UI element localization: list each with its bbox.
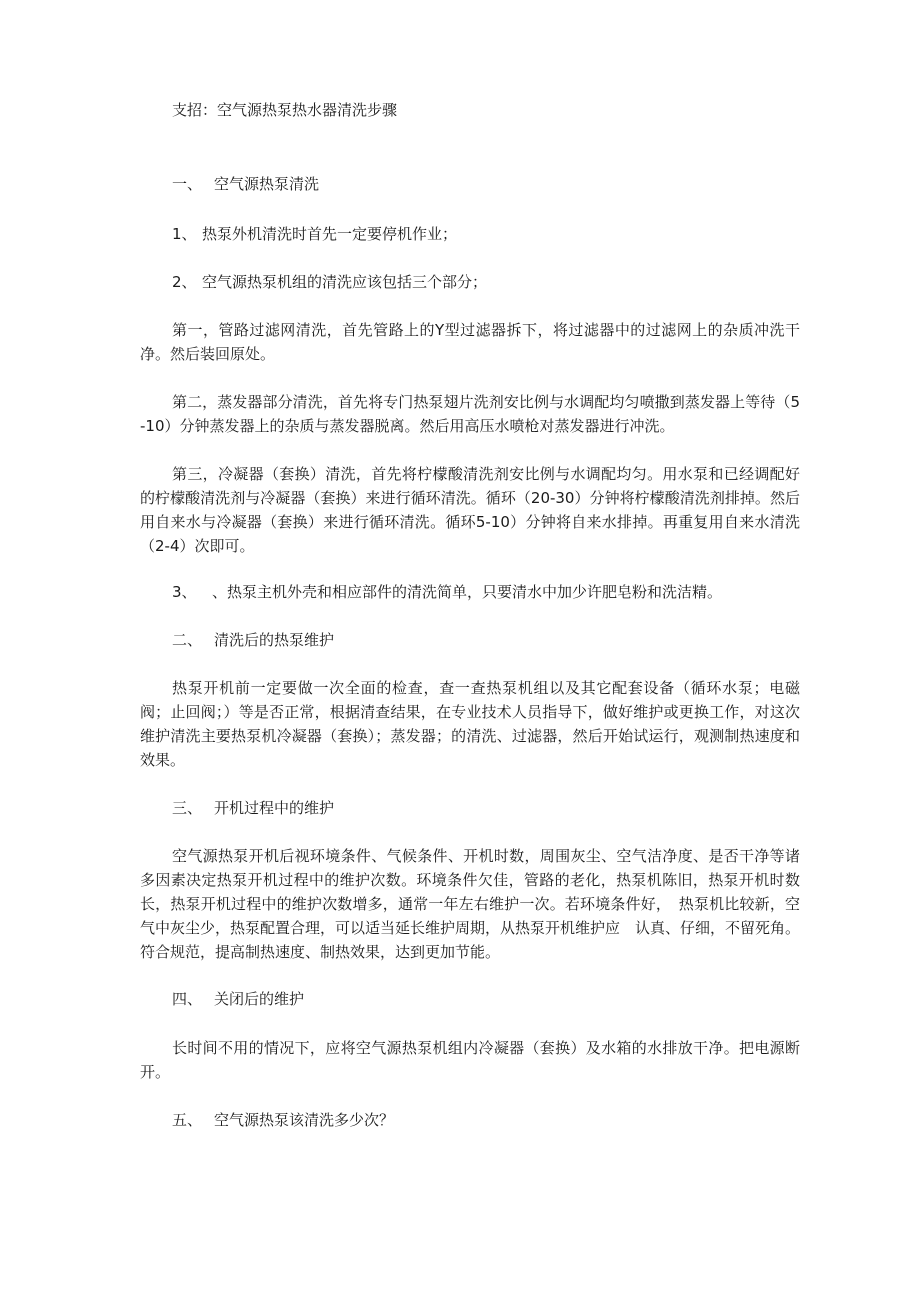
list-item-number: 3、 xyxy=(172,583,197,601)
list-item-text: 、热泵主机外壳和相应部件的清洗简单，只要清水中加少许肥皂粉和洗洁精。 xyxy=(212,583,723,601)
paragraph-second-step: 第二，蒸发器部分清洗，首先将专门热泵翅片洗剂安比例与水调配均匀喷撒到蒸发器上等待（5-10）分钟蒸发器上的杂质与蒸发器脱离。然后用高压水喷枪对蒸发器进行冲洗。 xyxy=(140,393,800,435)
list-item-text: 热泵外机清洗时首先一定要停机作业； xyxy=(202,225,458,243)
list-item-3 xyxy=(172,580,722,604)
section-number: 一、 xyxy=(172,175,203,193)
paragraph-running-maintenance: 空气源热泵开机后视环境条件、气候条件、开机时数，周围灰尘、空气洁净度、是否干净等诸多因素决定热泵开机过程中的维护次数。环境条件欠佳，管路的老化，热泵机陈旧，热泵开机时数长，热泵开机过程中的维护次数增多，通常一年左右维护一次。若环境条件好， 热泵机比较新，空气中灰尘少，热泵配置合理，可以适当延长维护周期，从热泵开机维护应 认真、仔细，不留死角。符合规范，提高制热速度、制热效果，达到更加节能。 xyxy=(140,847,801,961)
paragraph-third-step: 第三，冷凝器（套换）清洗，首先将柠檬酸清洗剂安比例与水调配均匀。用水泵和已经调配好的柠檬酸清洗剂与冷凝器（套换）来进行循环清洗。循环（20-30）分钟将柠檬酸清洗剂排掉。然后用自来水与冷凝器（套换）来进行循环清洗。循环5-10）分钟将自来水排掉。再重复用自来水清洗（2-4）次即可。 xyxy=(140,465,800,555)
list-item-2 xyxy=(172,270,487,294)
section-number: 二、 xyxy=(172,631,203,649)
paragraph-shutdown-maintenance: 长时间不用的情况下，应将空气源热泵机组内冷凝器（套换）及水箱的水排放干净。把电源断开。 xyxy=(140,1039,800,1081)
section-heading-4 xyxy=(172,987,304,1011)
list-item-1 xyxy=(172,222,457,246)
list-item-number: 2、 xyxy=(172,273,197,291)
paragraph-first-step: 第一，管路过滤网清洗，首先管路上的Y型过滤器拆下，将过滤器中的过滤网上的杂质冲洗干净。然后装回原处。 xyxy=(140,321,800,363)
section-heading-3 xyxy=(172,796,334,820)
section-heading-text: 空气源热泵该清洗多少次？ xyxy=(214,1111,395,1129)
section-heading-text: 空气源热泵清洗 xyxy=(214,175,320,193)
section-heading-text: 清洗后的热泵维护 xyxy=(214,631,335,649)
section-number: 三、 xyxy=(172,799,203,817)
document-title: 支招：空气源热泵热水器清洗步骤 xyxy=(172,101,398,119)
section-number: 四、 xyxy=(172,990,203,1008)
paragraph-post-cleaning-maintenance: 热泵开机前一定要做一次全面的检查，查一查热泵机组以及其它配套设备（循环水泵；电磁阀；止回阀；）等是否正常，根据清查结果，在专业技术人员指导下，做好维护或更换工作，对这次维护清洗主要热泵机冷凝器（套换）；蒸发器；的清洗、过滤器，然后开始试运行，观测制热速度和效果。 xyxy=(140,679,800,769)
list-item-number: 1、 xyxy=(172,225,197,243)
section-heading-text: 开机过程中的维护 xyxy=(214,799,335,817)
section-number: 五、 xyxy=(172,1111,203,1129)
section-heading-text: 关闭后的维护 xyxy=(214,990,305,1008)
section-heading-2 xyxy=(172,628,334,652)
section-heading-5 xyxy=(172,1108,394,1132)
list-item-text: 空气源热泵机组的清洗应该包括三个部分； xyxy=(202,273,488,291)
section-heading-1 xyxy=(172,172,319,196)
